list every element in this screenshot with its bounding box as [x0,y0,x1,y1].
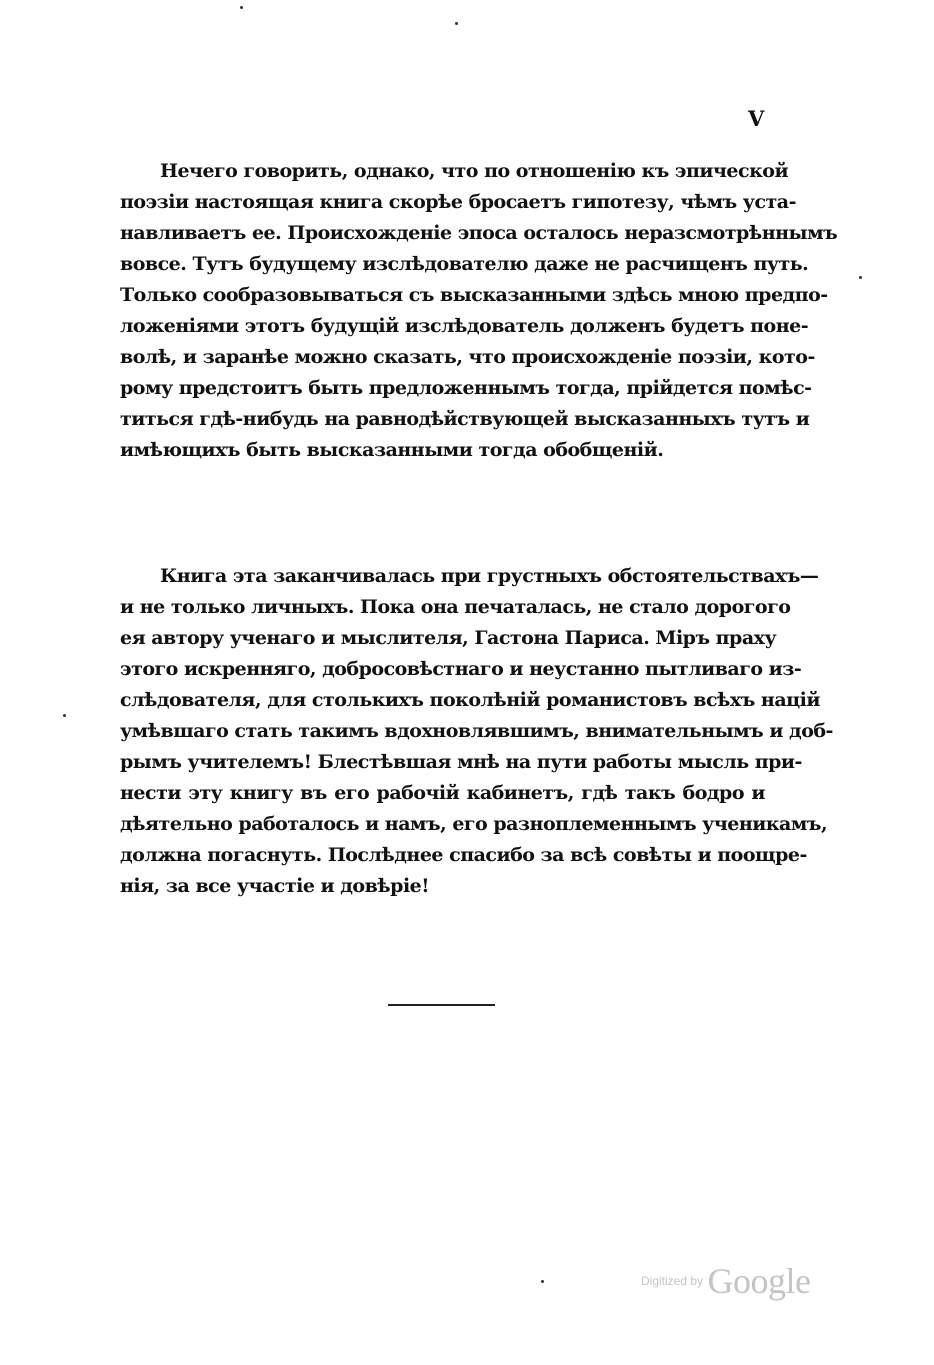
text-line: Книга эта заканчивалась при грустныхъ обстоятельствахъ— [160,565,819,587]
google-logo: Google [707,1261,811,1301]
text-line: этого искренняго, добросовѣстнаго и неустанно пытливаго из- [120,658,802,680]
text-line: рому предстоитъ быть предложеннымъ тогда, прійдется помѣс- [120,377,812,399]
section-divider [388,1004,495,1006]
text-line: титься гдѣ-нибудь на равнодѣйствующей высказанныхъ тутъ и [120,408,810,430]
text-line: вовсе. Тутъ будущему изслѣдователю даже не расчищенъ путь. [120,253,809,275]
text-line: нія, за все участіе и довѣріе! [120,875,430,897]
digitized-watermark [641,1260,810,1302]
text-line: поэзіи настоящая книга скорѣе бросаетъ гипотезу, чѣмъ уста- [120,191,797,213]
paragraph-gaston-paris [120,561,833,902]
text-line: ея автору ученаго и мыслителя, Гастона Париса. Міръ праху [120,627,777,649]
text-line: умѣвшаго стать такимъ вдохновлявшимъ, внимательнымъ и доб- [120,720,833,742]
text-line: должна погаснуть. Послѣднее спасибо за всѣ совѣты и поощре- [120,844,807,866]
text-line: Только сообразовываться съ высказанными здѣсь мною предпо- [120,284,828,306]
scan-speck [541,1280,544,1283]
text-line: волѣ, и заранѣе можно сказать, что происхожденіе поэзіи, кото- [120,346,815,368]
text-line: нести эту книгу въ его рабочій кабинетъ, гдѣ такъ бодро и [120,782,765,804]
page-number: V [748,106,765,131]
text-line: и не только личныхъ. Пока она печаталась, не стало дорогого [120,596,791,618]
text-line: Нечего говорить, однако, что по отношенію къ эпической [160,160,789,182]
text-line: ложеніями этотъ будущій изслѣдователь долженъ будетъ поне- [120,315,809,337]
scan-speck [455,22,458,25]
scan-speck [240,6,243,9]
text-line: рымъ учителемъ! Блестѣвшая мнѣ на пути работы мысль при- [120,751,802,773]
text-line: имѣющихъ быть высказанными тогда обобщеній. [120,439,664,461]
text-line: навливаетъ ее. Происхожденіе эпоса осталось неразсмотрѣннымъ [120,222,838,244]
text-line: дѣятельно работалось и намъ, его разноплеменнымъ ученикамъ, [120,813,828,835]
scan-speck [859,276,862,279]
scan-speck [63,714,66,717]
paragraph-epic-poetry [120,156,838,466]
text-line: слѣдователя, для столькихъ поколѣній романистовъ всѣхъ націй [120,689,820,711]
watermark-prefix: Digitized by [641,1274,704,1288]
